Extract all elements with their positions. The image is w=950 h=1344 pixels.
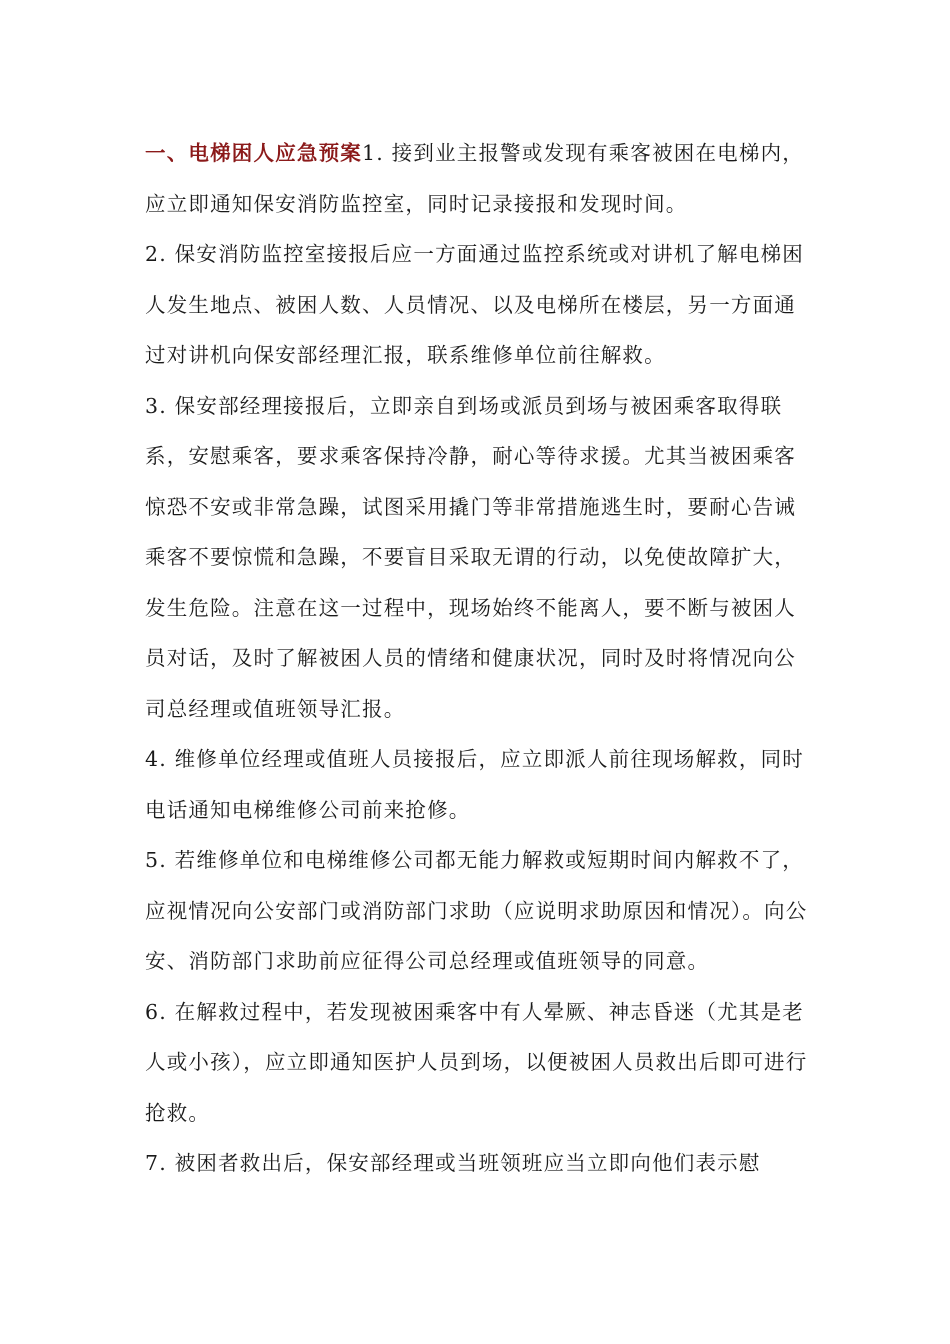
document-body: [145, 128, 810, 1189]
paragraph-3: 3. 保安部经理接报后，立即亲自到场或派员到场与被困乘客取得联系，安慰乘客，要求乘客保持冷静，耐心等待求援。尤其当被困乘客惊恐不安或非常急躁，试图采用撬门等非常措施逃生时，要耐心告诫乘客不要惊慌和急躁，不要盲目采取无谓的行动，以免使故障扩大，发生危险。注意在这一过程中，现场始终不能离人，要不断与被困人员对话，及时了解被困人员的情绪和健康状况，同时及时将情况向公司总经理或值班领导汇报。: [145, 393, 796, 721]
paragraph-2: 2. 保安消防监控室接报后应一方面通过监控系统或对讲机了解电梯困人发生地点、被困人数、人员情况、以及电梯所在楼层，另一方面通过对讲机向保安部经理汇报，联系维修单位前往解救。: [145, 242, 804, 367]
paragraph-5: 5. 若维修单位和电梯维修公司都无能力解救或短期时间内解救不了，应视情况向公安部门或消防部门求助（应说明求助原因和情况）。向公安、消防部门求助前应征得公司总经理或值班领导的同意。: [145, 848, 808, 973]
paragraph-1: [145, 128, 810, 229]
paragraph-6: 6. 在解救过程中，若发现被困乘客中有人晕厥、神志昏迷（尤其是老人或小孩），应立即通知医护人员到场，以便被困人员救出后即可进行抢救。: [145, 999, 808, 1125]
paragraph-text: 1. 接到业主报警或发现有乘客被困在电梯内，应立即通知保安消防监控室，同时记录接报和发现时间。: [145, 141, 804, 216]
section-heading: 一、电梯困人应急预案: [145, 141, 362, 165]
paragraph-7: 7. 被困者救出后，保安部经理或当班领班应当立即向他们表示慰: [145, 1151, 761, 1175]
paragraph-4: 4. 维修单位经理或值班人员接报后，应立即派人前往现场解救，同时电话通知电梯维修公司前来抢修。: [145, 747, 804, 822]
